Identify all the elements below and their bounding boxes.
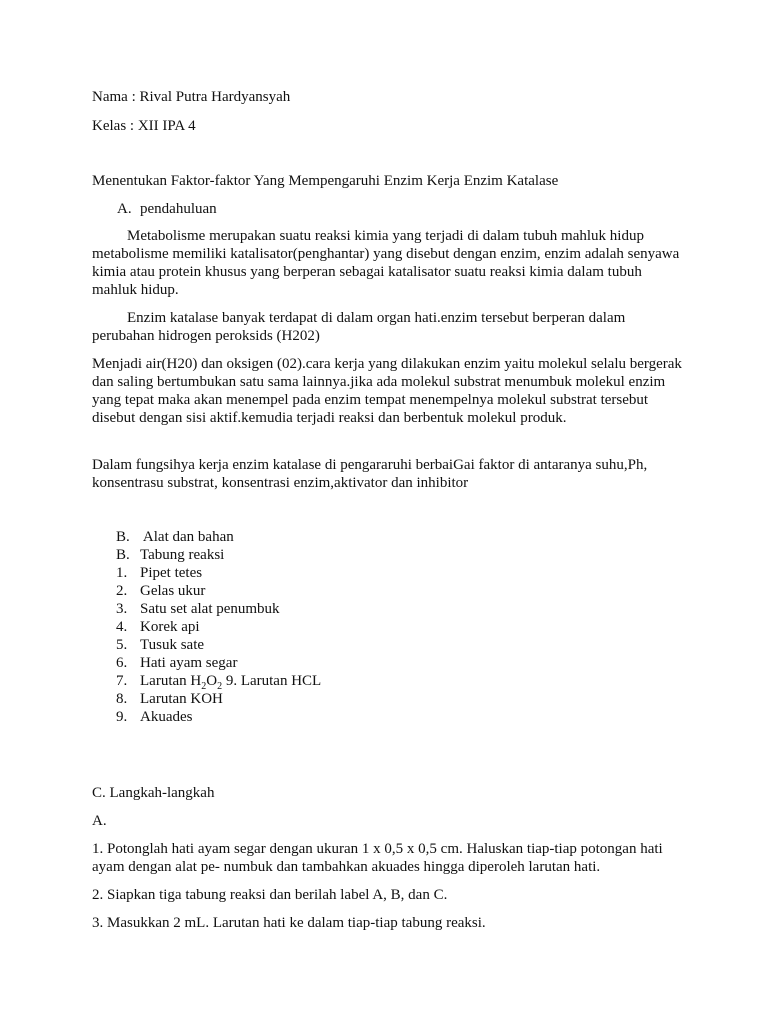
list-text: Gelas ukur [140, 583, 206, 599]
section-c-heading: C. Langkah-langkah [92, 785, 215, 801]
list-text: Larutan KOH [140, 691, 223, 707]
step-1: 1. Potonglah hati ayam segar dengan ukuran 1 x 0,5 x 0,5 cm. Haluskan tiap-tiap potongan hati ayam dengan alat pe- numbuk dan tambahkan akuades hingga diperoleh larutan hati. [92, 841, 663, 875]
list-marker: 2. [116, 583, 128, 599]
list-item [116, 636, 321, 654]
step-3: 3. Masukkan 2 mL. Larutan hati ke dalam tiap-tiap tabung reaksi. [92, 915, 486, 931]
list-item [116, 654, 321, 672]
document-title: Menentukan Faktor-faktor Yang Mempengaruhi Enzim Kerja Enzim Katalase [92, 173, 559, 189]
list-text: Tabung reaksi [140, 547, 225, 563]
formula-part: Larutan H [140, 673, 202, 689]
list-marker: 1. [116, 565, 128, 581]
list-marker: 5. [116, 637, 128, 653]
list-text: Satu set alat penumbuk [140, 601, 280, 617]
list-item [116, 546, 321, 564]
section-a-heading [117, 200, 217, 218]
step-2: 2. Siapkan tiga tabung reaksi dan berilah label A, B, dan C. [92, 887, 448, 903]
list-text: Akuades [140, 709, 193, 725]
list-text: Hati ayam segar [140, 655, 238, 671]
list-marker: 9. [116, 709, 128, 725]
list-marker: B. [116, 547, 130, 563]
paragraph-katalase: Enzim katalase banyak terdapat di dalam organ hati.enzim tersebut berperan dalam perubahan hidrogen peroksids (H202) [92, 310, 626, 344]
materials-list [116, 528, 321, 726]
list-marker: 3. [116, 601, 128, 617]
list-item [116, 528, 321, 546]
list-text: Alat dan bahan [140, 529, 234, 545]
list-item [116, 618, 321, 636]
class-line: Kelas : XII IPA 4 [92, 118, 196, 134]
formula-part: O [206, 673, 218, 689]
list-item [116, 708, 321, 726]
section-c-sub: A. [92, 813, 107, 829]
list-marker: B. [116, 529, 130, 545]
section-a-marker: A. [117, 201, 132, 217]
list-item [116, 600, 321, 618]
section-a-title: pendahuluan [140, 201, 217, 217]
list-item [116, 582, 321, 600]
list-text: Pipet tetes [140, 565, 203, 581]
formula-part: 9. Larutan HCL [222, 673, 322, 689]
name-line: Nama : Rival Putra Hardyansyah [92, 89, 291, 105]
formula-subscript: 2 [217, 681, 223, 692]
paragraph-faktor: Dalam fungsihya kerja enzim katalase di pengararuhi berbaiGai faktor di antaranya suhu,Ph, konsentrasu substrat, konsentrasi enzim,aktivator dan inhibitor [92, 457, 648, 491]
list-text-formula [140, 673, 322, 692]
list-marker: 7. [116, 673, 128, 689]
paragraph-cara-kerja: Menjadi air(H20) dan oksigen (02).cara kerja yang dilakukan enzim yaitu molekul selalu bergerak dan saling bertumbukan satu sama lainnya.jika ada molekul substrat menumbuk molekul enzim yang tepat maka akan menempel pada enzim tempat menempelnya molekul substrat tersebut disebut dengan sisi aktif.kemudia terjadi reaksi dan berbentuk molekul produk. [92, 356, 682, 426]
list-text: Tusuk sate [140, 637, 205, 653]
list-item [116, 672, 321, 690]
list-item [116, 564, 321, 582]
list-marker: 4. [116, 619, 128, 635]
list-text: Korek api [140, 619, 200, 635]
formula-subscript: 2 [201, 681, 207, 692]
paragraph-metabolisme: Metabolisme merupakan suatu reaksi kimia yang terjadi di dalam tubuh mahluk hidup metabolisme memiliki katalisator(penghantar) yang disebut dengan enzim, enzim adalah senyawa kimia atau protein khusus yang berperan sebagai katalisator suatu reaksi kimia dalam tubuh mahluk hidup. [92, 228, 680, 298]
list-marker: 6. [116, 655, 128, 671]
list-marker: 8. [116, 691, 128, 707]
list-item [116, 690, 321, 708]
